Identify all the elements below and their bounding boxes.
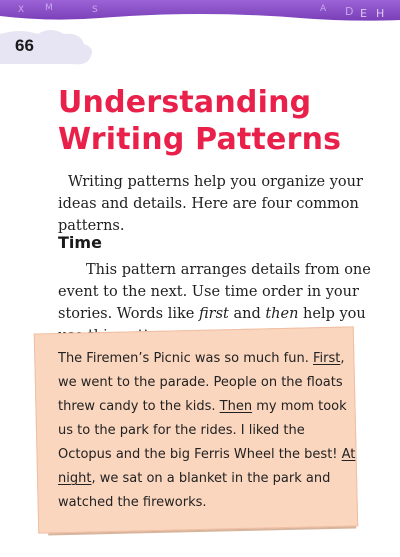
purple-banner xyxy=(0,0,400,22)
intro-paragraph: Writing patterns help you organize your ideas and details. Here are four common patterns. xyxy=(58,174,363,234)
example-segment: The Firemen’s Picnic was so much fun. xyxy=(58,351,313,366)
example-segment: , we sat on a blanket in the park and watched the fireworks. xyxy=(58,471,331,510)
example-text xyxy=(58,347,358,515)
banner-letter: S xyxy=(92,5,98,15)
body-text: help you xyxy=(303,306,366,322)
example-segment: , we went to the parade. People on the floats threw candy to the kids. xyxy=(58,351,345,414)
emphasized-word: then xyxy=(265,306,299,322)
banner-letter: D xyxy=(345,5,354,18)
page-number: 66 xyxy=(15,36,34,55)
time-order-word: First xyxy=(313,351,341,366)
banner-letter: M xyxy=(45,3,53,13)
section-heading: Time xyxy=(58,233,102,252)
time-order-word: Then xyxy=(219,399,253,414)
banner-letter: E xyxy=(360,7,367,20)
page-title: Understanding Writing Patterns xyxy=(58,85,342,157)
banner-letter: X xyxy=(18,5,25,15)
body-text: This pattern arranges details from one event to the next. Use time order in your stories. Words like xyxy=(58,262,371,322)
banner-letter: H xyxy=(376,7,385,20)
banner-letter: A xyxy=(320,4,327,14)
emphasized-word: first xyxy=(198,306,229,322)
example-segment: my mom took us to the park for the rides. I liked the Octopus and the big Ferris Wheel the best! xyxy=(58,399,347,462)
body-text: and xyxy=(228,306,266,322)
time-order-word: At night xyxy=(58,447,356,486)
